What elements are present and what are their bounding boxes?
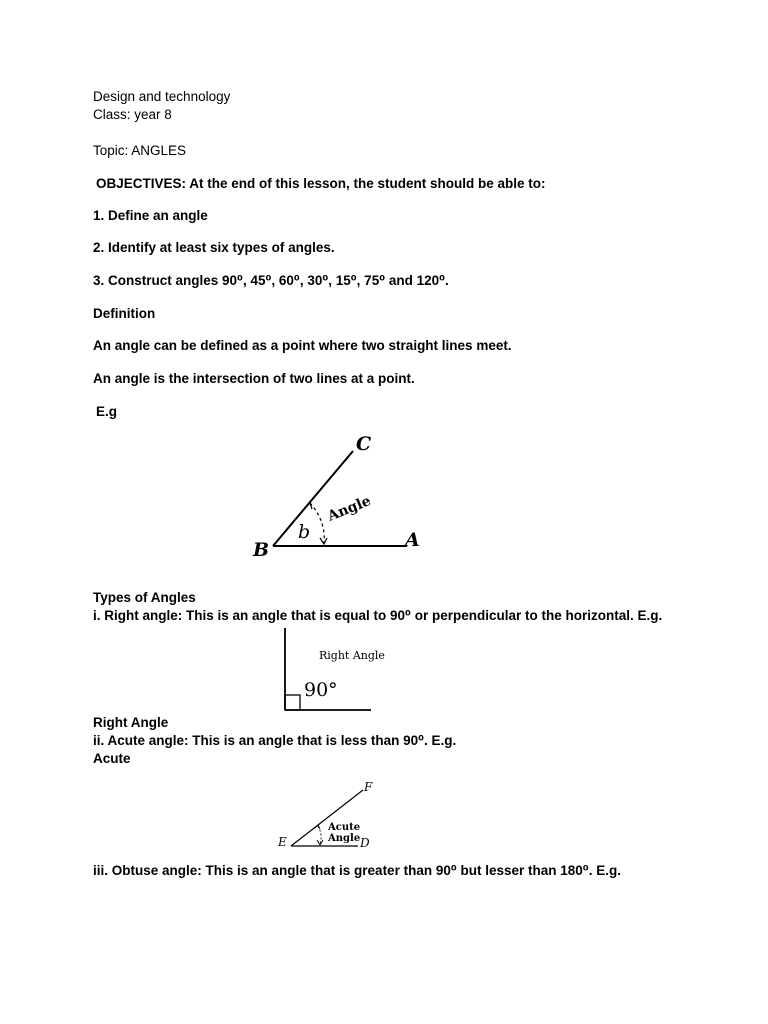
right-angle-diagram (280, 626, 384, 716)
topic-line: Topic: ANGLES (93, 143, 187, 158)
label-b: B (253, 539, 270, 561)
angle-arc-dashed (310, 503, 324, 543)
label-a: A (405, 529, 420, 551)
label-acute: Acute (328, 822, 361, 833)
right-angle-title: Right Angle (319, 649, 385, 662)
objective-item-2: 2. Identify at least six types of angles. (93, 240, 335, 255)
arc-arrowhead-bottom (320, 538, 327, 544)
types-heading: Types of Angles (93, 590, 196, 605)
definition-heading: Definition (93, 306, 156, 321)
acute-caption: Acute (93, 751, 131, 766)
subject-line: Design and technology (93, 89, 231, 104)
objectives-intro: OBJECTIVES: At the end of this lesson, the student should be able to: (96, 176, 546, 191)
arm-bc (273, 451, 353, 546)
label-c: C (356, 433, 372, 455)
label-e: E (278, 835, 287, 849)
definition-line-1: An angle can be defined as a point where two straight lines meet. (93, 338, 512, 353)
acute-angle-description: ii. Acute angle: This is an angle that is less than 90⁰. E.g. (93, 733, 457, 748)
right-angle-description: i. Right angle: This is an angle that is equal to 90⁰ or perpendicular to the horizontal. E.g. (93, 608, 663, 623)
obtuse-angle-description: iii. Obtuse angle: This is an angle that is greater than 90⁰ but lesser than 180⁰. E.g. (93, 863, 621, 878)
example-label: E.g (96, 404, 118, 419)
acute-arrowhead-top (315, 825, 320, 829)
class-line: Class: year 8 (93, 107, 172, 122)
right-angle-marker (285, 695, 300, 710)
objective-item-1: 1. Define an angle (93, 208, 208, 223)
label-acute-angle: Angle (328, 833, 361, 844)
acute-angle-diagram (274, 774, 384, 854)
label-angle-word: Angle (325, 492, 374, 525)
objective-item-3: 3. Construct angles 90⁰, 45⁰, 60⁰, 30⁰, 15⁰, 75⁰ and 120⁰. (93, 273, 449, 288)
definition-line-2: An angle is the intersection of two lines at a point. (93, 371, 415, 386)
angle-diagram (240, 425, 440, 565)
right-angle-caption: Right Angle (93, 715, 169, 730)
label-angle-b: b (298, 521, 311, 543)
label-d: D (360, 836, 370, 850)
right-angle-value: 90° (304, 679, 338, 701)
label-f: F (364, 780, 373, 794)
